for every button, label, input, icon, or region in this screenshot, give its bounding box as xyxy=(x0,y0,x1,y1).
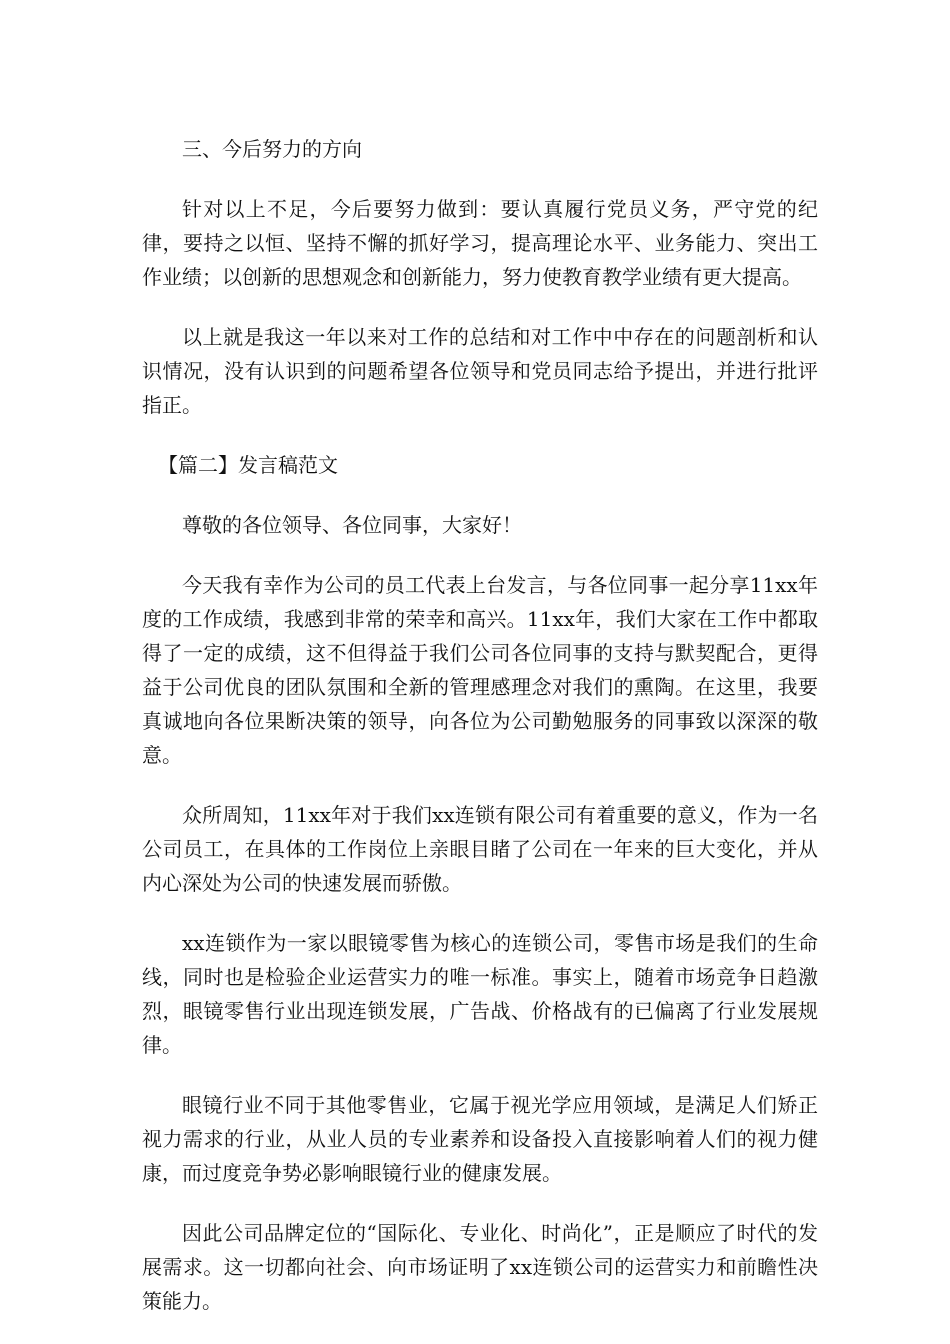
body-paragraph-3: xx连锁作为一家以眼镜零售为核心的连锁公司，零售市场是我们的生命线，同时也是检验企业运营实力的唯一标准。事实上，随着市场竞争日趋激烈，眼镜零售行业出现连锁发展，广告战、价格战有的已偏离了行业发展规律。 xyxy=(142,931,818,1057)
body-paragraph-4: 眼镜行业不同于其他零售业，它属于视光学应用领域，是满足人们矫正视力需求的行业，从业人员的专业素养和设备投入直接影响着人们的视力健康，而过度竞争势必影响眼镜行业的健康发展。 xyxy=(142,1093,818,1185)
greeting: 尊敬的各位领导、各位同事，大家好！ xyxy=(182,513,522,537)
document-content xyxy=(142,132,818,1344)
article-title: 【篇二】发言稿范文 xyxy=(158,453,338,477)
body-paragraph-1: 今天我有幸作为公司的员工代表上台发言，与各位同事一起分享11xx年度的工作成绩，我感到非常的荣幸和高兴。11xx年，我们大家在工作中都取得了一定的成绩，这不但得益于我们公司各位同事的支持与默契配合，更得益于公司优良的团队氛围和全新的管理感理念对我们的熏陶。在这里，我要真诚地向各位果断决策的领导，向各位为公司勤勉服务的同事致以深深的敬意。 xyxy=(142,573,818,767)
paragraph-summary: 以上就是我这一年以来对工作的总结和对工作中中存在的问题剖析和认识情况，没有认识到的问题希望各位领导和党员同志给予提出，并进行批评指正。 xyxy=(142,325,818,417)
section-heading: 三、今后努力的方向 xyxy=(182,137,362,161)
paragraph-efforts: 针对以上不足，今后要努力做到：要认真履行党员义务，严守党的纪律，要持之以恒、坚持不懈的抓好学习，提高理论水平、业务能力、突出工作业绩；以创新的思想观念和创新能力，努力使教育教学业绩有更大提高。 xyxy=(142,197,818,289)
body-paragraph-2: 众所周知，11xx年对于我们xx连锁有限公司有着重要的意义，作为一名公司员工，在具体的工作岗位上亲眼目睹了公司在一年来的巨大变化，并从内心深处为公司的快速发展而骄傲。 xyxy=(142,803,818,895)
body-paragraph-5: 因此公司品牌定位的“国际化、专业化、时尚化”，正是顺应了时代的发展需求。这一切都向社会、向市场证明了xx连锁公司的运营实力和前瞻性决策能力。 xyxy=(142,1221,818,1313)
